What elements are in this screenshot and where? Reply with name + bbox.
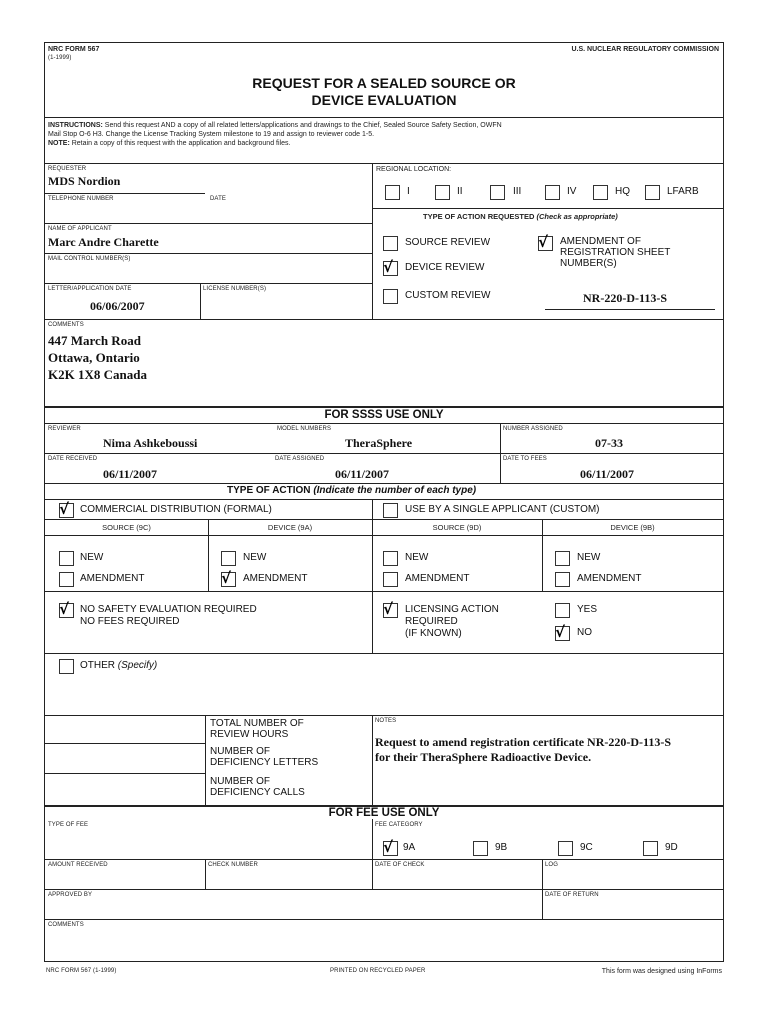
region-iii-label: III — [513, 186, 522, 197]
region-lfarb-label: LFARB — [667, 186, 699, 197]
fee-9d-label: 9D — [665, 842, 678, 853]
custom-review-checkbox[interactable] — [383, 289, 398, 304]
footer-designed: This form was designed using InForms — [601, 968, 722, 975]
licensing-check-icon: √ — [383, 600, 394, 618]
instructions: INSTRUCTIONS: Send this request AND a copy of all related letters/applications and drawings to the Chief, Sealed Source Safety Section, OWFN Mail Stop O-6 H3. Change the License Tracking System milestone to 19 and assign to reviewer code 1-5. NOTE: Retain a copy of this request with the application and background files. — [48, 122, 502, 147]
date-received-value[interactable]: 06/11/2007 — [103, 467, 158, 481]
action-type-heading: TYPE OF ACTION (Indicate the number of each type) — [227, 485, 477, 496]
deficiency-calls-label: NUMBER OF DEFICIENCY CALLS — [210, 776, 305, 798]
device-review-label: DEVICE REVIEW — [405, 262, 485, 273]
applicant-name-value[interactable]: Marc Andre Charette — [48, 235, 159, 249]
device-9a-amendment-label: AMENDMENT — [243, 573, 308, 584]
reviewer-value[interactable]: Nima Ashkeboussi — [103, 436, 198, 450]
ssss-heading: FOR SSSS USE ONLY — [324, 409, 444, 421]
comments-label: COMMENTS — [48, 322, 84, 328]
source-9d-amendment-label: AMENDMENT — [405, 573, 470, 584]
commercial-label: COMMERCIAL DISTRIBUTION (FORMAL) — [80, 504, 272, 515]
fee-9c-checkbox[interactable] — [558, 841, 573, 856]
date-label: DATE — [210, 196, 226, 202]
col-source-9d: SOURCE (9D) — [432, 523, 482, 532]
device-review-check-icon: √ — [383, 258, 394, 276]
no-safety-check-icon: √ — [59, 600, 70, 618]
letter-date-label: LETTER/APPLICATION DATE — [48, 286, 132, 292]
source-9d-amendment-checkbox[interactable] — [383, 572, 398, 587]
regional-label: REGIONAL LOCATION: — [376, 166, 452, 173]
licensing-no-label: NO — [577, 627, 592, 638]
col-device-9a: DEVICE (9A) — [267, 523, 313, 532]
region-iv-label: IV — [567, 186, 577, 197]
device-9a-new-label: NEW — [243, 552, 267, 563]
region-i-label: I — [407, 186, 410, 197]
custom-review-label: CUSTOM REVIEW — [405, 290, 491, 301]
fee-9b-checkbox[interactable] — [473, 841, 488, 856]
notes-value[interactable]: Request to amend registration certificate NR-220-D-113-S for their TheraSphere Radioactive Device. — [375, 735, 672, 764]
device-9a-new-checkbox[interactable] — [221, 551, 236, 566]
requester-value[interactable]: MDS Nordion — [48, 174, 121, 188]
fee-9a-check-icon: √ — [383, 838, 394, 856]
date-to-fees-value[interactable]: 06/11/2007 — [580, 467, 635, 481]
licensing-no-check-icon: √ — [555, 623, 566, 641]
no-safety-label: NO SAFETY EVALUATION REQUIRED NO FEES REQUIRED — [80, 604, 257, 627]
applicant-name-label: NAME OF APPLICANT — [48, 226, 112, 232]
fee-9a-label: 9A — [403, 842, 416, 853]
region-iii-checkbox[interactable] — [490, 185, 505, 200]
fee-comments-label: COMMENTS — [48, 922, 84, 928]
registration-number-value[interactable]: NR-220-D-113-S — [583, 291, 667, 305]
device-9b-amendment-checkbox[interactable] — [555, 572, 570, 587]
letter-date-value[interactable]: 06/06/2007 — [90, 299, 145, 313]
approved-by-label: APPROVED BY — [48, 892, 93, 898]
date-received-label: DATE RECEIVED — [48, 456, 98, 462]
single-applicant-label: USE BY A SINGLE APPLICANT (CUSTOM) — [405, 504, 600, 515]
source-9d-new-label: NEW — [405, 552, 429, 563]
device-9a-amendment-check-icon: √ — [221, 569, 232, 587]
date-assigned-value[interactable]: 06/11/2007 — [335, 467, 390, 481]
license-label: LICENSE NUMBER(S) — [203, 286, 267, 292]
footer-form-id: NRC FORM 567 (1-1999) — [46, 968, 117, 974]
form-date: (1-1999) — [48, 55, 72, 61]
log-label: LOG — [545, 862, 558, 868]
review-hours-label: TOTAL NUMBER OF REVIEW HOURS — [210, 718, 304, 740]
source-review-label: SOURCE REVIEW — [405, 237, 491, 248]
other-checkbox[interactable] — [59, 659, 74, 674]
source-9c-new-label: NEW — [80, 552, 104, 563]
nrc-form-567 — [44, 42, 724, 962]
mail-control-label: MAIL CONTROL NUMBER(S) — [48, 256, 131, 262]
col-device-9b: DEVICE (9B) — [610, 523, 655, 532]
fee-heading: FOR FEE USE ONLY — [328, 807, 440, 819]
region-i-checkbox[interactable] — [385, 185, 400, 200]
amendment-check-icon: √ — [538, 233, 549, 251]
single-applicant-checkbox[interactable] — [383, 503, 398, 518]
model-value[interactable]: TheraSphere — [345, 436, 413, 450]
date-of-check-label: DATE OF CHECK — [375, 862, 425, 868]
licensing-label: LICENSING ACTION REQUIRED (IF KNOWN) — [405, 604, 499, 639]
date-to-fees-label: DATE TO FEES — [503, 456, 547, 462]
region-hq-label: HQ — [615, 186, 630, 197]
deficiency-letters-label: NUMBER OF DEFICIENCY LETTERS — [210, 746, 319, 768]
action-requested-heading: TYPE OF ACTION REQUESTED (Check as appropriate) — [423, 212, 618, 221]
region-lfarb-checkbox[interactable] — [645, 185, 660, 200]
commercial-check-icon: √ — [59, 500, 70, 518]
number-assigned-label: NUMBER ASSIGNED — [503, 426, 563, 432]
device-9b-amendment-label: AMENDMENT — [577, 573, 642, 584]
other-label: OTHER (Specify) — [80, 660, 158, 671]
form-title-line1: REQUEST FOR A SEALED SOURCE OR — [252, 75, 516, 91]
region-iv-checkbox[interactable] — [545, 185, 560, 200]
device-9b-new-checkbox[interactable] — [555, 551, 570, 566]
source-9c-amendment-checkbox[interactable] — [59, 572, 74, 587]
form-title-line2: DEVICE EVALUATION — [311, 92, 457, 108]
fee-9b-label: 9B — [495, 842, 508, 853]
form-id: NRC FORM 567 — [48, 46, 100, 53]
requester-label: REQUESTER — [48, 166, 87, 172]
region-hq-checkbox[interactable] — [593, 185, 608, 200]
fee-9c-label: 9C — [580, 842, 593, 853]
telephone-label: TELEPHONE NUMBER — [48, 196, 114, 202]
source-9d-new-checkbox[interactable] — [383, 551, 398, 566]
number-assigned-value[interactable]: 07-33 — [595, 436, 623, 450]
region-ii-checkbox[interactable] — [435, 185, 450, 200]
comments-value[interactable]: 447 March Road Ottawa, Ontario K2K 1X8 Canada — [48, 333, 147, 382]
footer-paper: PRINTED ON RECYCLED PAPER — [330, 968, 426, 974]
source-review-checkbox[interactable] — [383, 236, 398, 251]
licensing-yes-label: YES — [577, 604, 598, 615]
col-source-9c: SOURCE (9C) — [102, 523, 151, 532]
check-number-label: CHECK NUMBER — [208, 862, 258, 868]
source-9c-new-checkbox[interactable] — [59, 551, 74, 566]
fee-category-label: FEE CATEGORY — [375, 822, 423, 828]
device-9b-new-label: NEW — [577, 552, 601, 563]
licensing-yes-checkbox[interactable] — [555, 603, 570, 618]
agency-name: U.S. NUCLEAR REGULATORY COMMISSION — [571, 46, 719, 53]
amendment-label: AMENDMENT OF REGISTRATION SHEET NUMBER(S) — [560, 236, 671, 269]
amount-received-label: AMOUNT RECEIVED — [48, 862, 108, 868]
source-9c-amendment-label: AMENDMENT — [80, 573, 145, 584]
model-label: MODEL NUMBERS — [277, 426, 332, 432]
date-assigned-label: DATE ASSIGNED — [275, 456, 325, 462]
date-of-return-label: DATE OF RETURN — [545, 892, 599, 898]
fee-9d-checkbox[interactable] — [643, 841, 658, 856]
region-ii-label: II — [457, 186, 463, 197]
reviewer-label: REVIEWER — [48, 426, 81, 432]
notes-label: NOTES — [375, 718, 397, 724]
fee-type-label: TYPE OF FEE — [48, 822, 89, 828]
